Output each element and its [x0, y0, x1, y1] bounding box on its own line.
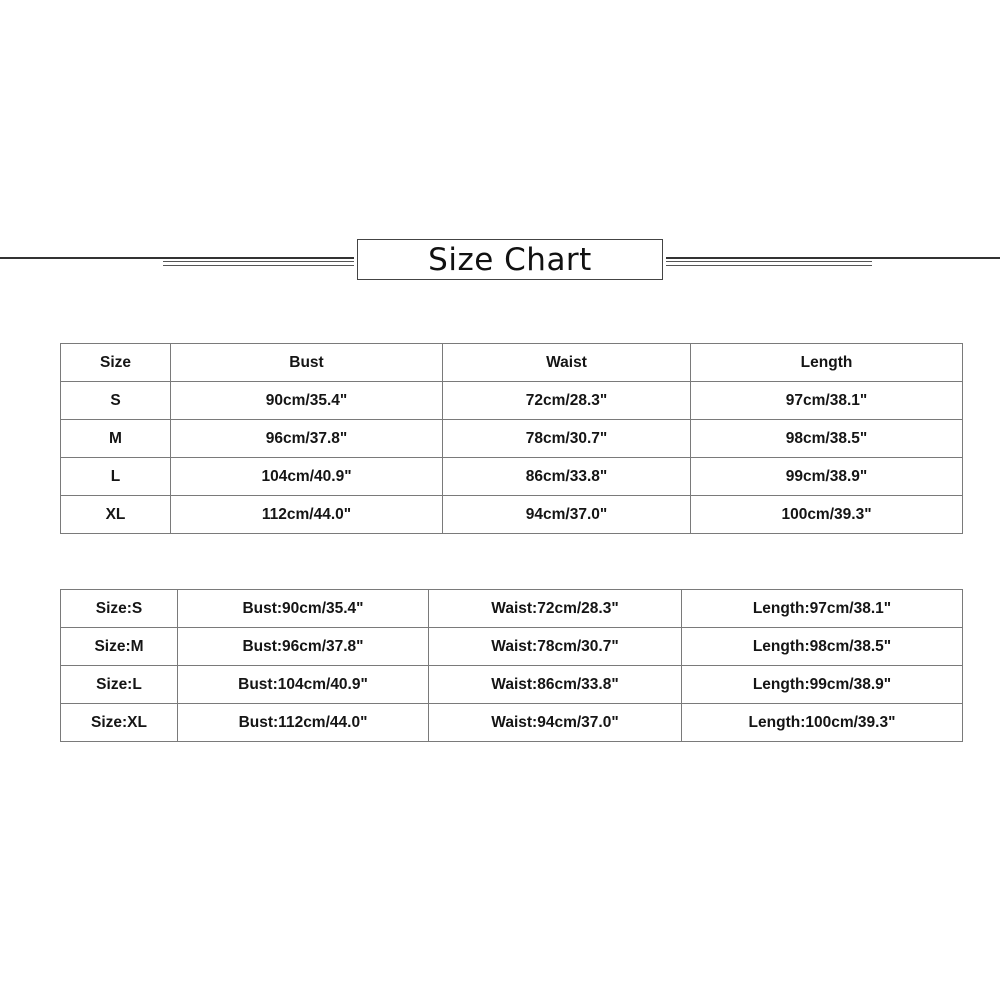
cell-length: Length:98cm/38.5": [682, 628, 963, 666]
cell-bust: 96cm/37.8": [171, 420, 443, 458]
right-rule-upper: [666, 261, 872, 262]
table-row: [61, 628, 963, 666]
table-row: [61, 458, 963, 496]
cell-length: 98cm/38.5": [691, 420, 963, 458]
cell-bust: Bust:96cm/37.8": [178, 628, 429, 666]
cell-waist: Waist:78cm/30.7": [429, 628, 682, 666]
cell-bust: 104cm/40.9": [171, 458, 443, 496]
cell-waist: 94cm/37.0": [443, 496, 691, 534]
cell-waist: 78cm/30.7": [443, 420, 691, 458]
cell-length: 97cm/38.1": [691, 382, 963, 420]
cell-bust: Bust:104cm/40.9": [178, 666, 429, 704]
cell-size: L: [61, 458, 171, 496]
header-length: Length: [691, 344, 963, 382]
cell-length: Length:100cm/39.3": [682, 704, 963, 742]
cell-waist: 72cm/28.3": [443, 382, 691, 420]
table-row: [61, 496, 963, 534]
table-row: [61, 590, 963, 628]
cell-waist: 86cm/33.8": [443, 458, 691, 496]
cell-waist: Waist:86cm/33.8": [429, 666, 682, 704]
table-row: [61, 382, 963, 420]
size-table-labeled: [60, 589, 963, 742]
cell-bust: 112cm/44.0": [171, 496, 443, 534]
cell-bust: Bust:112cm/44.0": [178, 704, 429, 742]
cell-length: 100cm/39.3": [691, 496, 963, 534]
cell-size: S: [61, 382, 171, 420]
size-table-columns: [60, 343, 963, 534]
cell-size: XL: [61, 496, 171, 534]
header-size: Size: [61, 344, 171, 382]
page-title: Size Chart: [428, 242, 592, 278]
cell-bust: 90cm/35.4": [171, 382, 443, 420]
cell-length: Length:99cm/38.9": [682, 666, 963, 704]
cell-bust: Bust:90cm/35.4": [178, 590, 429, 628]
cell-size: Size:M: [61, 628, 178, 666]
table-row: [61, 666, 963, 704]
cell-size: Size:L: [61, 666, 178, 704]
right-rule-long: [666, 257, 1000, 259]
left-rule-lower: [163, 265, 354, 266]
cell-waist: Waist:94cm/37.0": [429, 704, 682, 742]
cell-size: Size:S: [61, 590, 178, 628]
cell-size: Size:XL: [61, 704, 178, 742]
size-chart-header: [0, 238, 1000, 284]
cell-length: Length:97cm/38.1": [682, 590, 963, 628]
header-bust: Bust: [171, 344, 443, 382]
right-rule-lower: [666, 265, 872, 266]
cell-length: 99cm/38.9": [691, 458, 963, 496]
table-header-row: [61, 344, 963, 382]
left-rule-long: [0, 257, 354, 259]
left-rule-upper: [163, 261, 354, 262]
header-waist: Waist: [443, 344, 691, 382]
title-box: [357, 239, 663, 280]
table-row: [61, 420, 963, 458]
cell-waist: Waist:72cm/28.3": [429, 590, 682, 628]
cell-size: M: [61, 420, 171, 458]
table-row: [61, 704, 963, 742]
